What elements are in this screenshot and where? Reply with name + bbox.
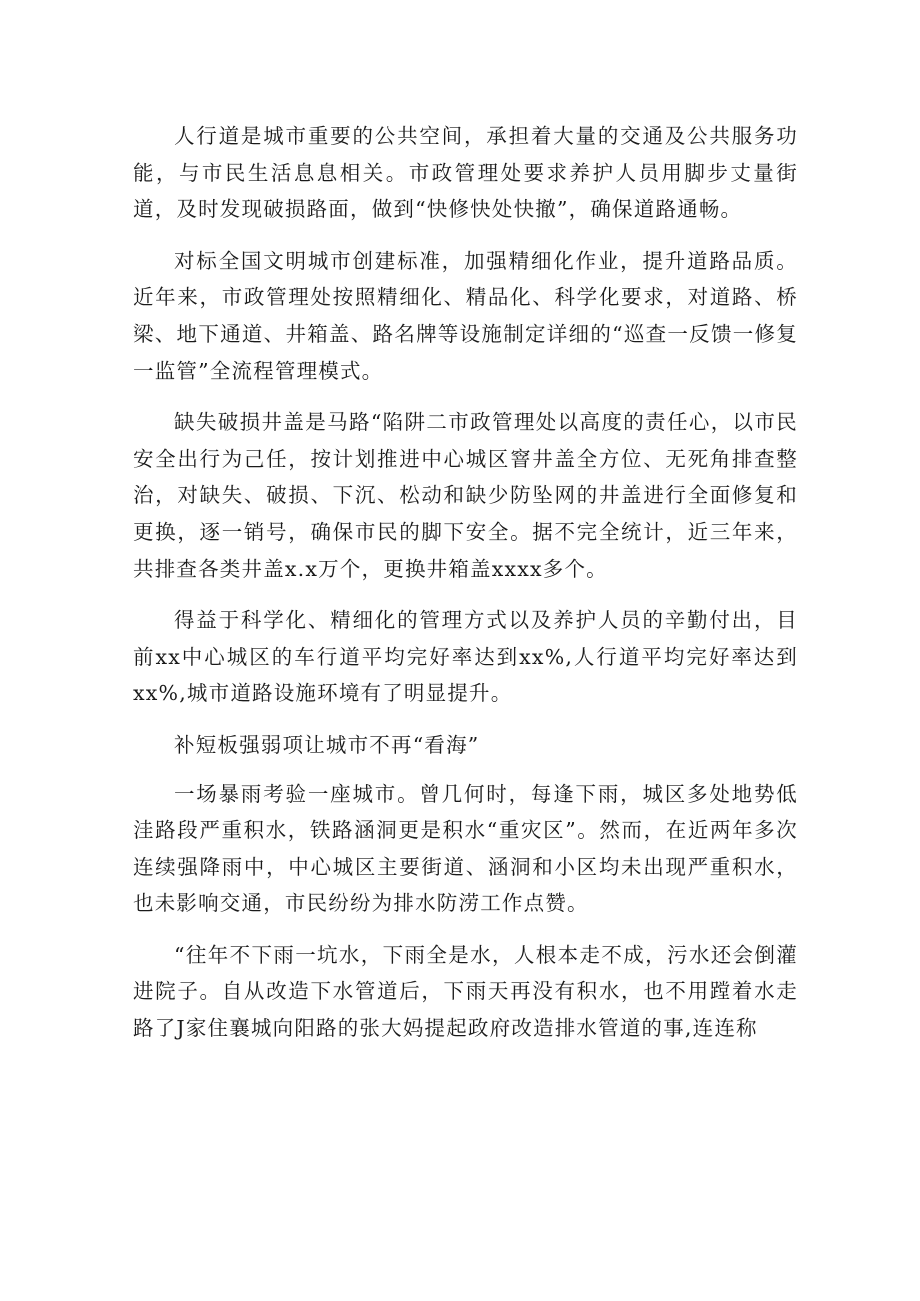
paragraph-sidewalk: 人行道是城市重要的公共空间，承担着大量的交通及公共服务功能，与市民生活息息相关。市政管理处要求养护人员用脚步丈量街道，及时发现破损路面，做到“快修快处快撤”，确保道路通畅。 [133, 124, 798, 222]
paragraph-rainstorm: 一场暴雨考验一座城市。曾几何时，每逢下雨，城区多处地势低洼路段严重积水，铁路涵洞更是积水“重灾区”。然而，在近两年多次连续强降雨中，中心城区主要街道、涵洞和小区均未出现严重积水，也未影响交通，市民纷纷为排水防涝工作点赞。 [133, 781, 798, 916]
document-body [133, 118, 798, 1047]
paragraph-manhole-covers: 缺失破损井盖是马路“陷阱二市政管理处以高度的责任心，以市民安全出行为己任，按计划推进中心城区窨井盖全方位、无死角排查整治，对缺失、破损、下沉、松动和缺少防坠网的井盖进行全面修复和更换，逐一销号，确保市民的脚下安全。据不完全统计，近三年来，共排查各类井盖x.x万个，更换井箱盖xxxx多个。 [133, 410, 798, 581]
paragraph-civilized-city: 对标全国文明城市创建标准，加强精细化作业，提升道路品质。近年来，市政管理处按照精细化、精品化、科学化要求，对道路、桥梁、地下通道、井箱盖、路名牌等设施制定详细的“巡查一反馈一修复一监管”全流程管理模式。 [133, 248, 798, 383]
paragraph-resident-quote: “往年不下雨一坑水，下雨全是水，人根本走不成，污水还会倒灌进院子。自从改造下水管道后，下雨天再没有积水，也不用蹚着水走路了J家住襄城向阳路的张大妈提起政府改造排水管道的事,连连称 [133, 942, 798, 1041]
section-heading: 补短板强弱项让城市不再“看海” [174, 732, 480, 757]
paragraph-road-quality: 得益于科学化、精细化的管理方式以及养护人员的辛勤付出，目前xx中心城区的车行道平均完好率达到xx%,人行道平均完好率达到xx%,城市道路设施环境有了明显提升。 [133, 608, 798, 706]
